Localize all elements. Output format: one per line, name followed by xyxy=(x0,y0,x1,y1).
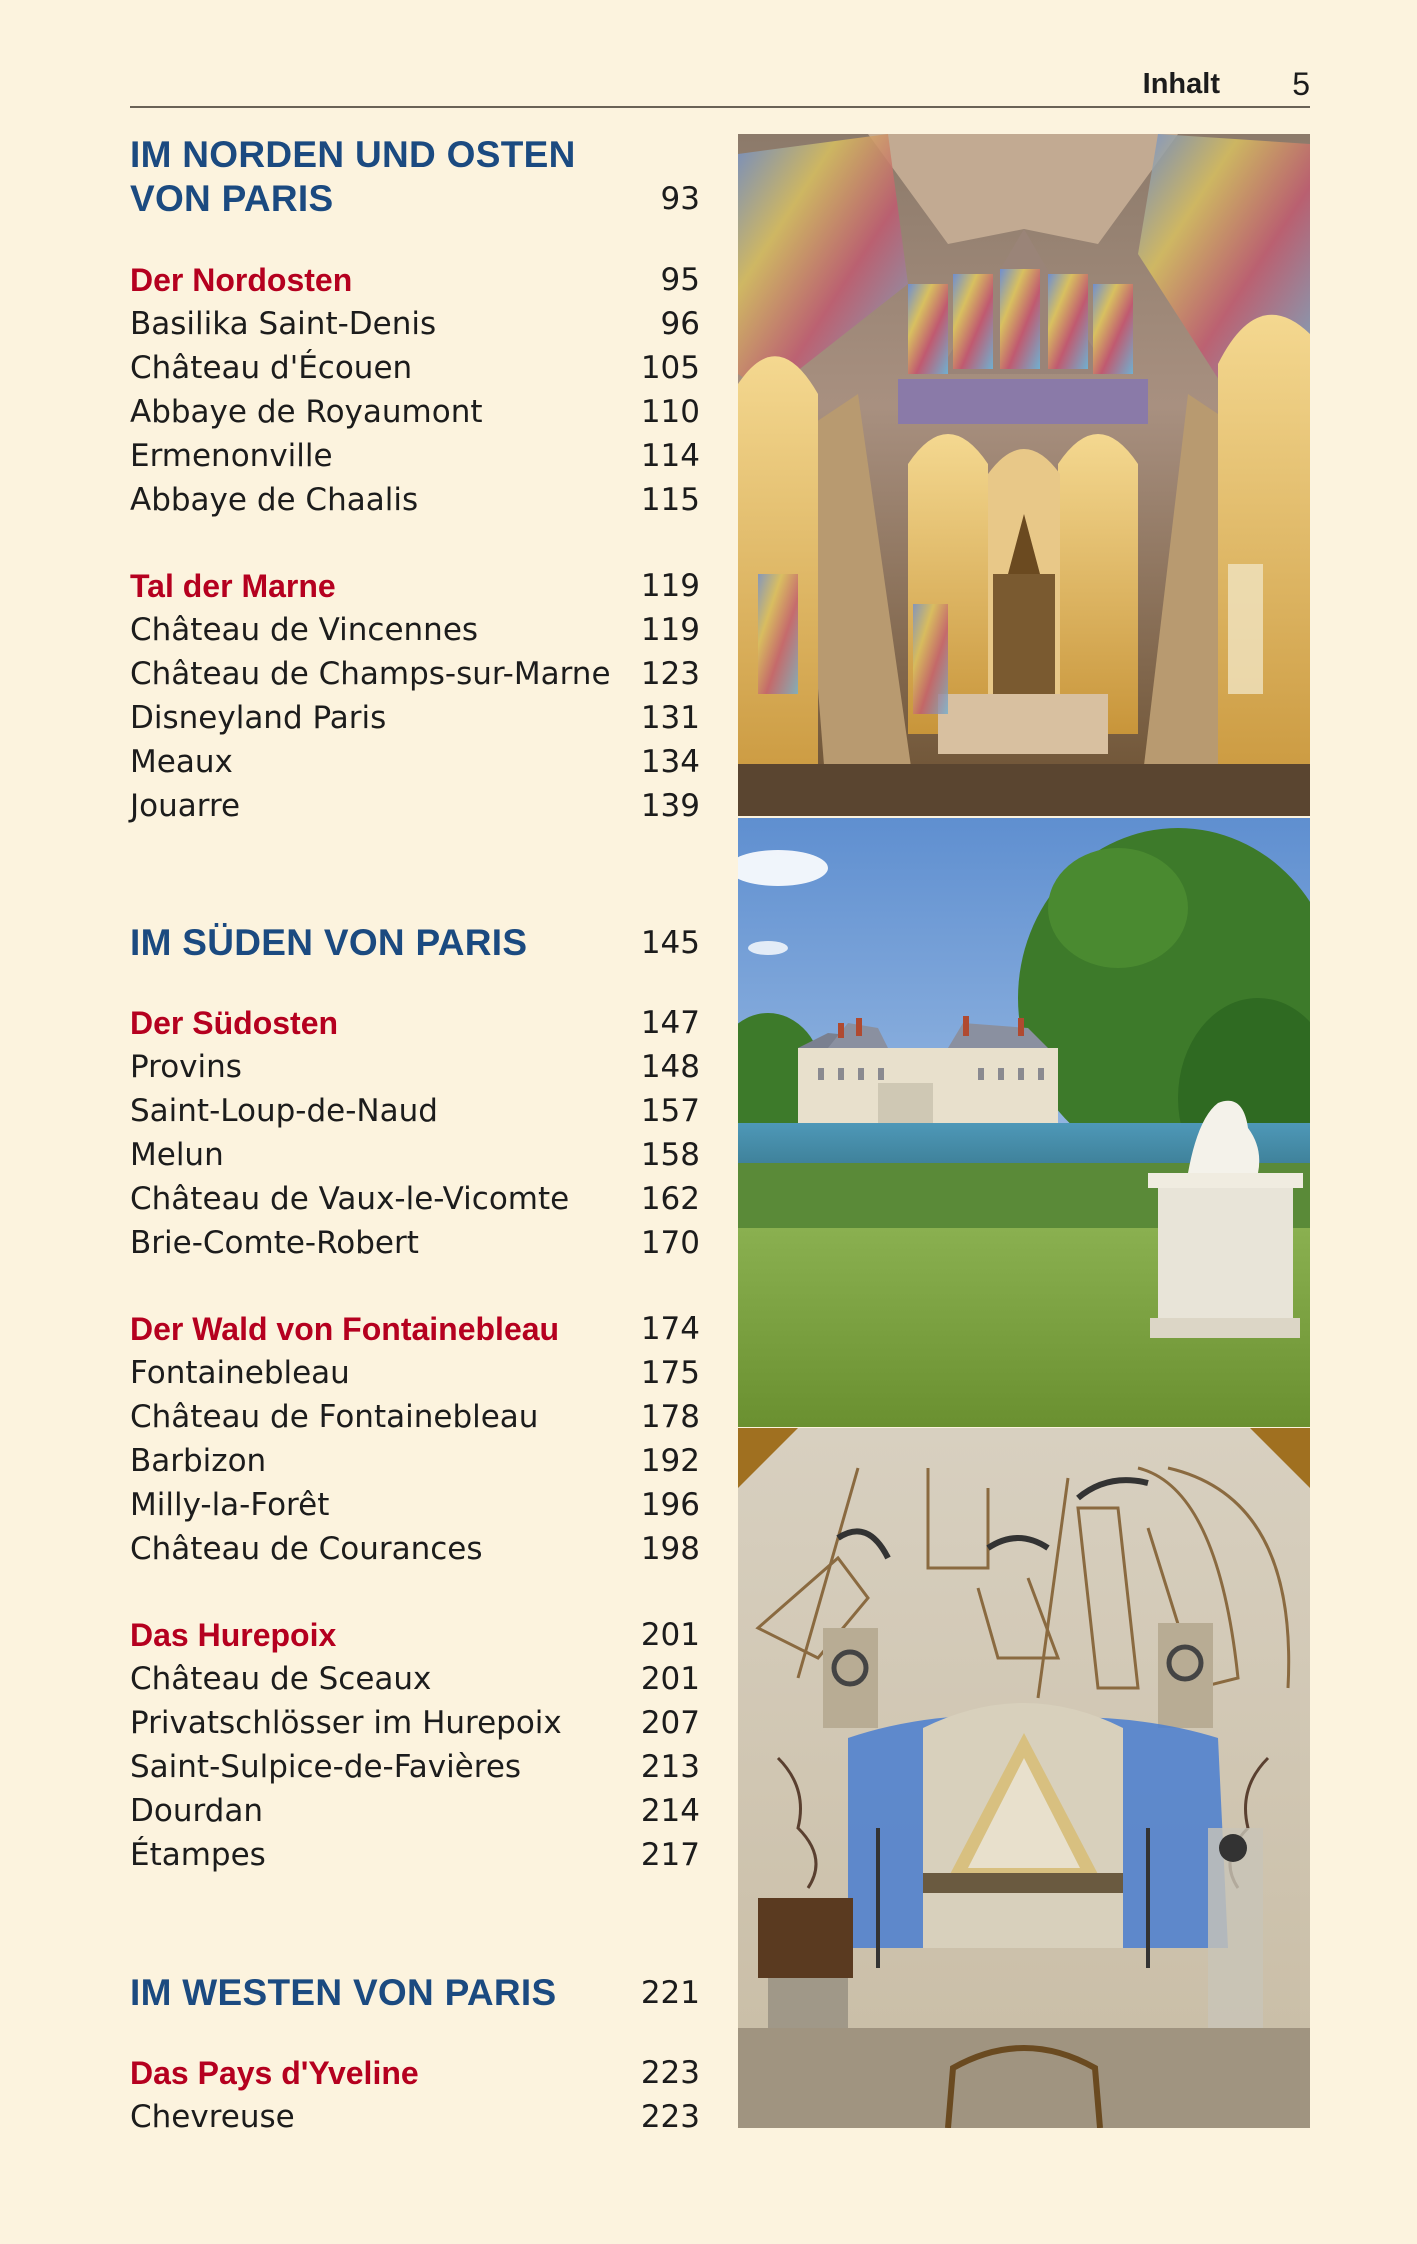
entry-label: Chevreuse xyxy=(130,2099,295,2135)
entry-label: Ermenonville xyxy=(130,438,333,474)
page-ref: 95 xyxy=(660,262,700,298)
page-ref: 119 xyxy=(640,612,700,648)
page-ref: 174 xyxy=(640,1311,700,1347)
page-ref: 162 xyxy=(640,1181,700,1217)
chateau-image-icon xyxy=(738,818,1310,1427)
mural-image-icon xyxy=(738,1428,1310,2128)
toc-entry[interactable] xyxy=(130,434,700,478)
entry-label: Privatschlösser im Hurepoix xyxy=(130,1705,562,1741)
toc-entry[interactable] xyxy=(130,1177,700,1221)
entry-label: Château de Vincennes xyxy=(130,612,479,648)
toc-entry[interactable] xyxy=(130,784,700,828)
entry-label: Meaux xyxy=(130,744,233,780)
entry-label: Disneyland Paris xyxy=(130,700,387,736)
page-ref: 158 xyxy=(640,1137,700,1173)
entry-label: Château d'Écouen xyxy=(130,350,413,386)
entry-label: Abbaye de Chaalis xyxy=(130,482,419,518)
entry-label: Saint-Sulpice-de-Favières xyxy=(130,1749,522,1785)
page-ref: 148 xyxy=(640,1049,700,1085)
toc-entry[interactable] xyxy=(130,1395,700,1439)
entry-label: Brie-Comte-Robert xyxy=(130,1225,419,1261)
entry-label: Abbaye de Royaumont xyxy=(130,394,483,430)
chapel-mural-photo xyxy=(738,1428,1310,2128)
toc-entry[interactable] xyxy=(130,652,700,696)
page-ref: 131 xyxy=(640,700,700,736)
toc-entry[interactable] xyxy=(130,2095,700,2139)
entry-label: Château de Vaux-le-Vicomte xyxy=(130,1181,570,1217)
toc-entry[interactable] xyxy=(130,1657,700,1701)
page-ref: 170 xyxy=(640,1225,700,1261)
section-label: Das Hurepoix xyxy=(130,1617,337,1653)
toc-entry[interactable] xyxy=(130,740,700,784)
main-heading-north-east-line1: IM NORDEN UND OSTEN xyxy=(130,134,576,175)
page-number: 5 xyxy=(1292,66,1310,102)
toc-main-heading-south[interactable] xyxy=(130,921,700,965)
page-ref: 93 xyxy=(660,181,700,217)
page-ref: 147 xyxy=(640,1005,700,1041)
entry-label: Fontainebleau xyxy=(130,1355,350,1391)
entry-label: Dourdan xyxy=(130,1793,264,1829)
page-ref: 201 xyxy=(640,1661,700,1697)
toc-entry[interactable] xyxy=(130,1133,700,1177)
page-ref: 198 xyxy=(640,1531,700,1567)
toc-entry[interactable] xyxy=(130,346,700,390)
section-label: Der Südosten xyxy=(130,1005,339,1041)
entry-label: Château de Fontainebleau xyxy=(130,1399,539,1435)
toc-section-pays-d-yveline[interactable] xyxy=(130,2051,700,2095)
page-ref: 139 xyxy=(640,788,700,824)
page-ref: 145 xyxy=(640,925,700,961)
page-ref: 157 xyxy=(640,1093,700,1129)
main-heading-label: IM SÜDEN VON PARIS xyxy=(130,922,528,963)
cathedral-image-icon xyxy=(738,134,1310,816)
toc-entry[interactable] xyxy=(130,1483,700,1527)
page-ref: 201 xyxy=(640,1617,700,1653)
entry-label: Château de Champs-sur-Marne xyxy=(130,656,611,692)
toc-entry[interactable] xyxy=(130,1089,700,1133)
section-label: Der Nordosten xyxy=(130,262,353,298)
entry-label: Étampes xyxy=(130,1837,266,1873)
chateau-lake-photo xyxy=(738,818,1310,1427)
main-heading-label: VON PARIS xyxy=(130,178,334,219)
toc-entry[interactable] xyxy=(130,1701,700,1745)
entry-label: Saint-Loup-de-Naud xyxy=(130,1093,438,1129)
toc-section-tal-der-marne[interactable] xyxy=(130,564,700,608)
page-ref: 213 xyxy=(640,1749,700,1785)
toc-entry[interactable] xyxy=(130,1833,700,1877)
page-ref: 134 xyxy=(640,744,700,780)
page-ref: 192 xyxy=(640,1443,700,1479)
toc-main-heading-north-east[interactable] xyxy=(130,177,700,221)
entry-label: Château de Sceaux xyxy=(130,1661,432,1697)
toc-section-das-hurepoix[interactable] xyxy=(130,1613,700,1657)
section-label: Der Wald von Fontainebleau xyxy=(130,1311,560,1347)
entry-label: Barbizon xyxy=(130,1443,267,1479)
section-label: Das Pays d'Yveline xyxy=(130,2055,419,2091)
entry-label: Basilika Saint-Denis xyxy=(130,306,437,342)
page-ref: 178 xyxy=(640,1399,700,1435)
entry-label: Melun xyxy=(130,1137,224,1173)
running-head xyxy=(130,62,1310,108)
page-ref: 105 xyxy=(640,350,700,386)
page-ref: 217 xyxy=(640,1837,700,1873)
page-ref: 175 xyxy=(640,1355,700,1391)
toc-entry[interactable] xyxy=(130,1789,700,1833)
page-ref: 110 xyxy=(640,394,700,430)
toc-entry[interactable] xyxy=(130,1045,700,1089)
toc-entry[interactable] xyxy=(130,390,700,434)
toc-section-der-nordosten[interactable] xyxy=(130,258,700,302)
page-ref: 196 xyxy=(640,1487,700,1523)
page-ref: 123 xyxy=(640,656,700,692)
toc-entry[interactable] xyxy=(130,608,700,652)
section-label: Tal der Marne xyxy=(130,568,336,604)
entry-label: Provins xyxy=(130,1049,242,1085)
toc-entry[interactable] xyxy=(130,696,700,740)
page-ref: 221 xyxy=(640,1975,700,2011)
cathedral-interior-photo xyxy=(738,134,1310,816)
entry-label: Milly-la-Forêt xyxy=(130,1487,330,1523)
toc-entry[interactable] xyxy=(130,1527,700,1571)
toc-entry[interactable] xyxy=(130,1745,700,1789)
toc-entry[interactable] xyxy=(130,1221,700,1265)
main-heading-label: IM WESTEN VON PARIS xyxy=(130,1972,557,2013)
page-ref: 223 xyxy=(640,2099,700,2135)
page-ref: 119 xyxy=(640,568,700,604)
entry-label: Jouarre xyxy=(130,788,241,824)
toc-entry[interactable] xyxy=(130,478,700,522)
toc-entry[interactable] xyxy=(130,302,700,346)
page-ref: 114 xyxy=(640,438,700,474)
page-ref: 214 xyxy=(640,1793,700,1829)
page-ref: 115 xyxy=(640,482,700,518)
toc-main-heading-west[interactable] xyxy=(130,1971,700,2015)
page-ref: 96 xyxy=(660,306,700,342)
toc-section-wald-von-fontainebleau[interactable] xyxy=(130,1307,700,1351)
toc-section-der-suedosten[interactable] xyxy=(130,1001,700,1045)
toc-entry[interactable] xyxy=(130,1351,700,1395)
page-ref: 223 xyxy=(640,2055,700,2091)
page-ref: 207 xyxy=(640,1705,700,1741)
running-head-section: Inhalt xyxy=(1142,68,1220,100)
toc-entry[interactable] xyxy=(130,1439,700,1483)
entry-label: Château de Courances xyxy=(130,1531,483,1567)
